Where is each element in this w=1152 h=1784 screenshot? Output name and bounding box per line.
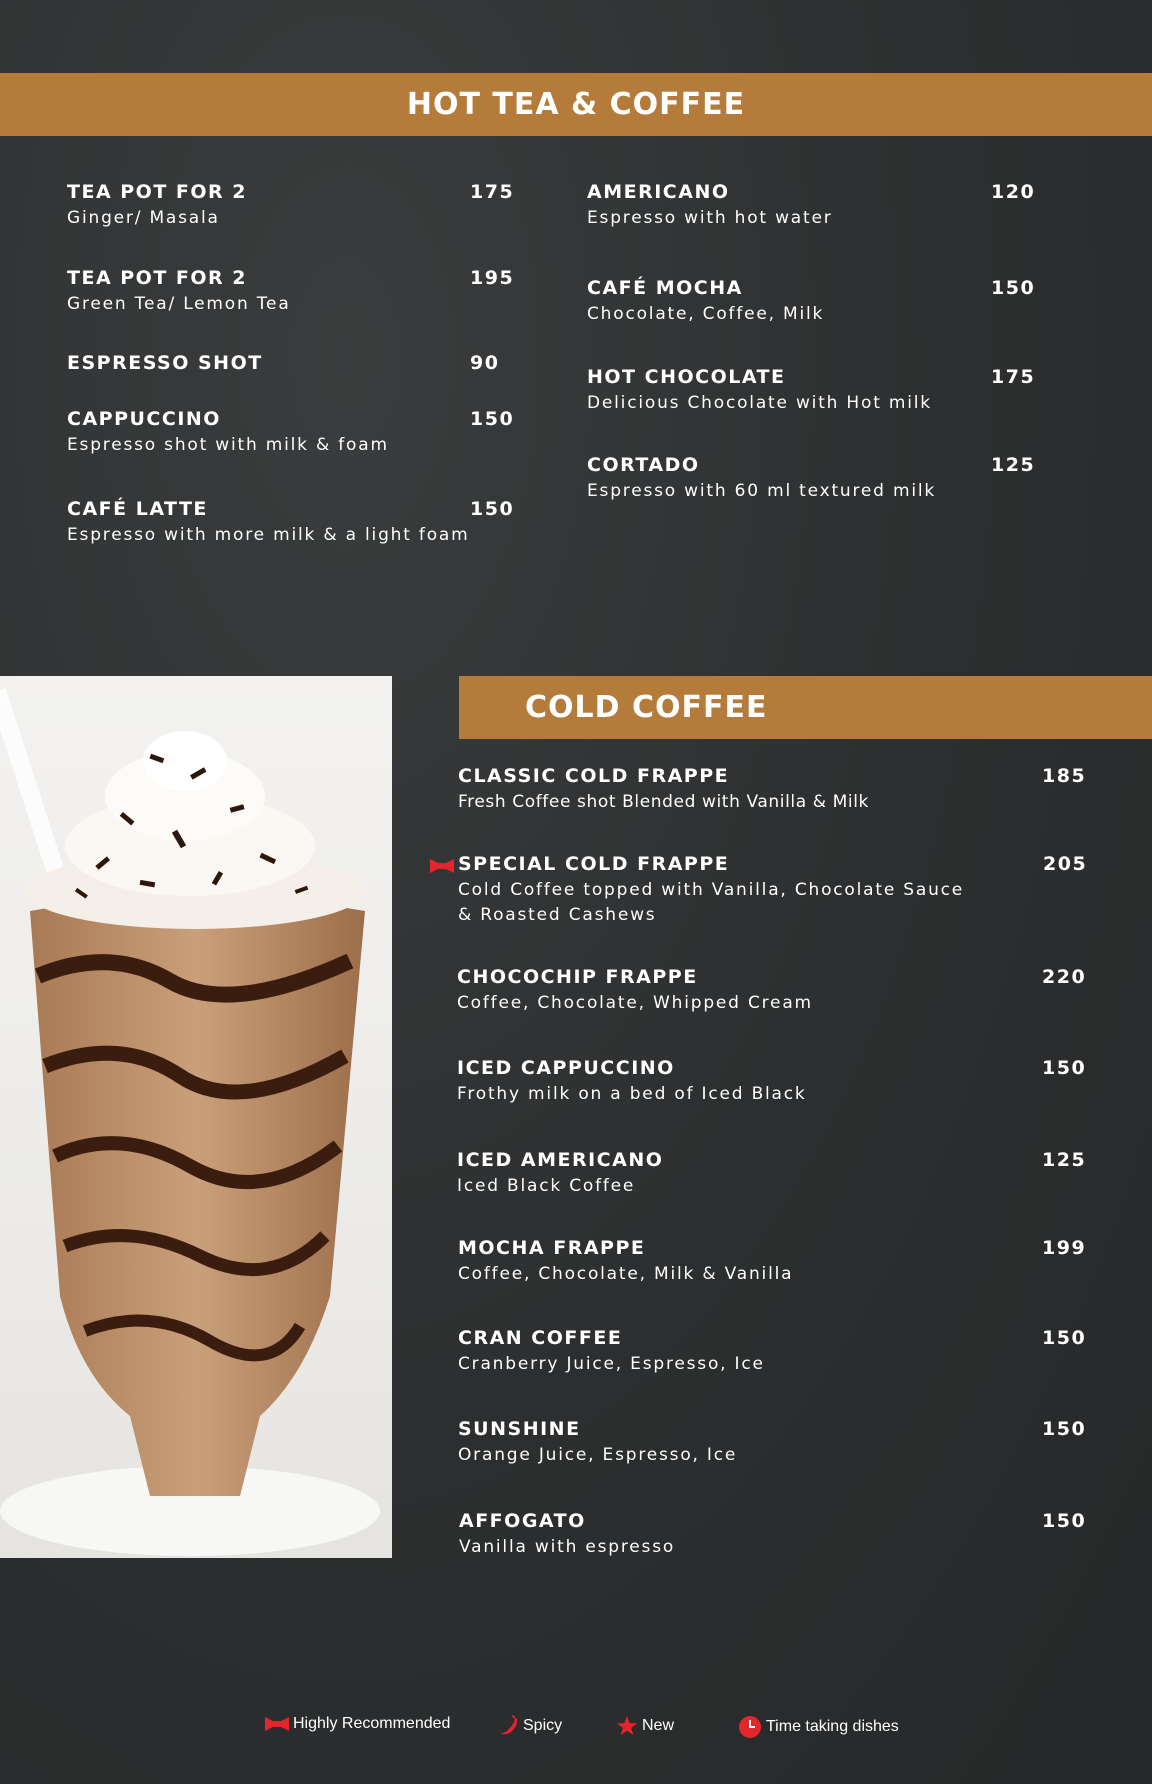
- item-name: CAFÉ MOCHA: [587, 277, 743, 299]
- item-price: 125: [1042, 1149, 1087, 1171]
- menu-item: [67, 351, 507, 375]
- item-name: MOCHA FRAPPE: [458, 1237, 646, 1259]
- item-price: 220: [1042, 966, 1087, 988]
- item-desc: Orange Juice, Espresso, Ice: [458, 1445, 738, 1465]
- legend: [0, 1715, 1152, 1745]
- item-name: CAPPUCCINO: [67, 408, 221, 430]
- legend-recommended: [265, 1715, 450, 1733]
- item-name: CRAN COFFEE: [458, 1327, 623, 1349]
- item-price: 199: [1042, 1237, 1087, 1259]
- item-desc: Chocolate, Coffee, Milk: [587, 304, 825, 324]
- item-price: 90: [470, 352, 500, 374]
- legend-label: New: [642, 1717, 675, 1734]
- hot-section-header: [0, 73, 1152, 136]
- item-name: ICED CAPPUCCINO: [457, 1057, 675, 1079]
- item-desc: Coffee, Chocolate, Milk & Vanilla: [458, 1264, 794, 1284]
- item-desc: Cranberry Juice, Espresso, Ice: [458, 1354, 765, 1374]
- item-price: 205: [1043, 853, 1088, 875]
- item-name: CORTADO: [587, 454, 700, 476]
- chili-icon: [497, 1715, 519, 1737]
- menu-item: [457, 965, 1087, 1016]
- item-desc: Vanilla with espresso: [459, 1537, 676, 1557]
- item-price: 150: [1042, 1510, 1087, 1532]
- cold-section-title: COLD COFFEE: [525, 690, 768, 725]
- bow-tie-icon: [430, 859, 454, 873]
- legend-time: [738, 1715, 899, 1739]
- item-name: TEA POT FOR 2: [67, 267, 248, 289]
- item-desc: Green Tea/ Lemon Tea: [67, 294, 291, 314]
- item-name: HOT CHOCOLATE: [587, 366, 786, 388]
- hot-section-title: HOT TEA & COFFEE: [406, 87, 746, 122]
- item-name: ESPRESSO SHOT: [67, 352, 263, 374]
- item-name: AMERICANO: [587, 181, 730, 203]
- item-desc-line2: & Roasted Cashews: [458, 905, 657, 925]
- item-desc: Espresso shot with milk & foam: [67, 435, 389, 455]
- frappe-photo: [0, 676, 392, 1558]
- legend-spicy: [497, 1715, 562, 1737]
- item-price: 150: [470, 408, 515, 430]
- item-desc: Iced Black Coffee: [457, 1176, 636, 1196]
- menu-item: [67, 266, 515, 317]
- item-desc: Cold Coffee topped with Vanilla, Chocolate Sauce: [458, 880, 965, 900]
- item-price: 125: [991, 454, 1036, 476]
- item-desc: Coffee, Chocolate, Whipped Cream: [457, 993, 813, 1013]
- menu-item: [458, 1417, 1087, 1468]
- clock-icon: [738, 1715, 762, 1739]
- item-desc: Delicious Chocolate with Hot milk: [587, 393, 932, 413]
- menu-item: [458, 1326, 1087, 1377]
- menu-item: [67, 407, 515, 458]
- item-price: 150: [1042, 1327, 1087, 1349]
- menu-item: [587, 453, 1036, 504]
- menu-item: [458, 764, 1087, 815]
- bow-tie-icon: [265, 1717, 289, 1731]
- legend-label: Time taking dishes: [766, 1718, 899, 1735]
- item-price: 175: [470, 181, 515, 203]
- item-name: TEA POT FOR 2: [67, 181, 248, 203]
- menu-item: [457, 1148, 1087, 1199]
- item-price: 150: [991, 277, 1036, 299]
- item-price: 150: [1042, 1418, 1087, 1440]
- menu-item: [587, 365, 1036, 416]
- menu-item: [67, 497, 515, 548]
- menu-item: [587, 180, 1036, 231]
- item-desc: Ginger/ Masala: [67, 208, 220, 228]
- item-price: 120: [991, 181, 1036, 203]
- star-icon: [616, 1715, 638, 1737]
- menu-item: [458, 852, 1088, 928]
- item-name: CLASSIC COLD FRAPPE: [458, 765, 730, 787]
- item-name: CAFÉ LATTE: [67, 498, 208, 520]
- item-name: CHOCOCHIP FRAPPE: [457, 966, 698, 988]
- item-desc: Espresso with 60 ml textured milk: [587, 481, 937, 501]
- item-price: 195: [470, 267, 515, 289]
- item-desc: Frothy milk on a bed of Iced Black: [457, 1084, 807, 1104]
- item-price: 185: [1042, 765, 1087, 787]
- item-name: SPECIAL COLD FRAPPE: [458, 853, 730, 875]
- item-name: ICED AMERICANO: [457, 1149, 664, 1171]
- menu-item: [457, 1056, 1087, 1107]
- menu-item: [67, 180, 515, 231]
- menu-item: [458, 1236, 1087, 1287]
- menu-item: [459, 1509, 1087, 1560]
- legend-label: Spicy: [523, 1717, 563, 1734]
- item-price: 175: [991, 366, 1036, 388]
- item-desc: Espresso with hot water: [587, 208, 833, 228]
- item-desc: Espresso with more milk & a light foam: [67, 525, 470, 545]
- legend-new: [616, 1715, 674, 1737]
- cold-section-header: [459, 676, 1152, 739]
- item-name: SUNSHINE: [458, 1418, 581, 1440]
- frappe-glass-illustration: [0, 676, 392, 1558]
- item-desc: Fresh Coffee shot Blended with Vanilla & Milk: [458, 792, 869, 812]
- menu-item: [587, 276, 1036, 327]
- item-name: AFFOGATO: [459, 1510, 586, 1532]
- legend-label: Highly Recommended: [293, 1715, 451, 1732]
- item-price: 150: [470, 498, 515, 520]
- item-price: 150: [1042, 1057, 1087, 1079]
